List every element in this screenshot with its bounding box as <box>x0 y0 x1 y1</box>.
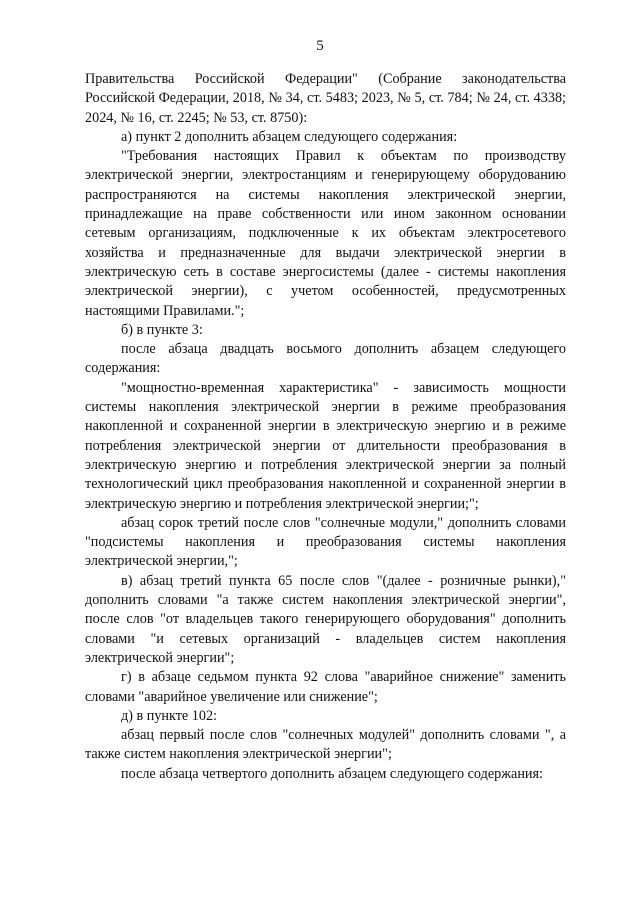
paragraph-2: а) пункт 2 дополнить абзацем следующего содержания: <box>121 128 458 145</box>
paragraph-9: г) в абзаце седьмом пункта 92 слова "аварийное снижение" заменить словами "аварийное увеличение или снижение"; <box>85 669 566 705</box>
paragraph-7: абзац сорок третий после слов "солнечные модули," дополнить словами "подсистемы накопления и преобразования системы накопления электрической энергии,"; <box>85 514 566 570</box>
paragraph-1: Правительства Российской Федерации" (Собрание законодательства Российской Федерации, 2018, № 34, ст. 5483; 2023, № 5, ст. 784; № 24, ст. 4338; 2024, № 16, ст. 2245; № 53, ст. 8750): <box>85 71 566 126</box>
paragraph-4: б) в пункте 3: <box>121 321 203 338</box>
page-number: 5 <box>316 38 324 54</box>
paragraph-12: после абзаца четвертого дополнить абзацем следующего содержания: <box>121 765 543 782</box>
paragraph-10: д) в пункте 102: <box>121 707 217 724</box>
paragraph-11: абзац первый после слов "солнечных модулей" дополнить словами ", а также систем накопления электрической энергии"; <box>85 727 566 763</box>
paragraph-6: "мощностно-временная характеристика" - зависимость мощности системы накопления электрической энергии в режиме преобразования накопленной и сохраненной энергии в электрическую энергию и в режиме потребления электрической энергии от длительности преобразования в электрическую энергию и потребления электрической энергии за полный технологический цикл преобразования накопленной и сохраненной энергии в электрическую энергию и потребления электрической энергии;"; <box>85 379 566 512</box>
paragraph-8: в) абзац третий пункта 65 после слов "(далее - розничные рынки)," дополнить словами "а также систем накопления электрической энергии", после слов "от владельцев такого генерирующего оборудования" дополнить словами "и сетевых организаций - владельцев систем накопления электрической энергии"; <box>85 572 566 666</box>
paragraph-5: после абзаца двадцать восьмого дополнить абзацем следующего содержания: <box>85 341 566 377</box>
document-body <box>85 70 566 784</box>
paragraph-3: "Требования настоящих Правил к объектам по производству электрической энергии, электростанциям и генерирующему оборудованию распространяются на системы накопления электрической энергии, принадлежащие на праве собственности или ином законном основании сетевым организациям, подключенные к их объектам электросетевого хозяйства и предназначенные для выдачи электрической энергии в электрическую сеть в составе энергосистемы (далее - системы накопления электрической энергии), с учетом особенностей, предусмотренных настоящими Правилами."; <box>85 148 566 319</box>
